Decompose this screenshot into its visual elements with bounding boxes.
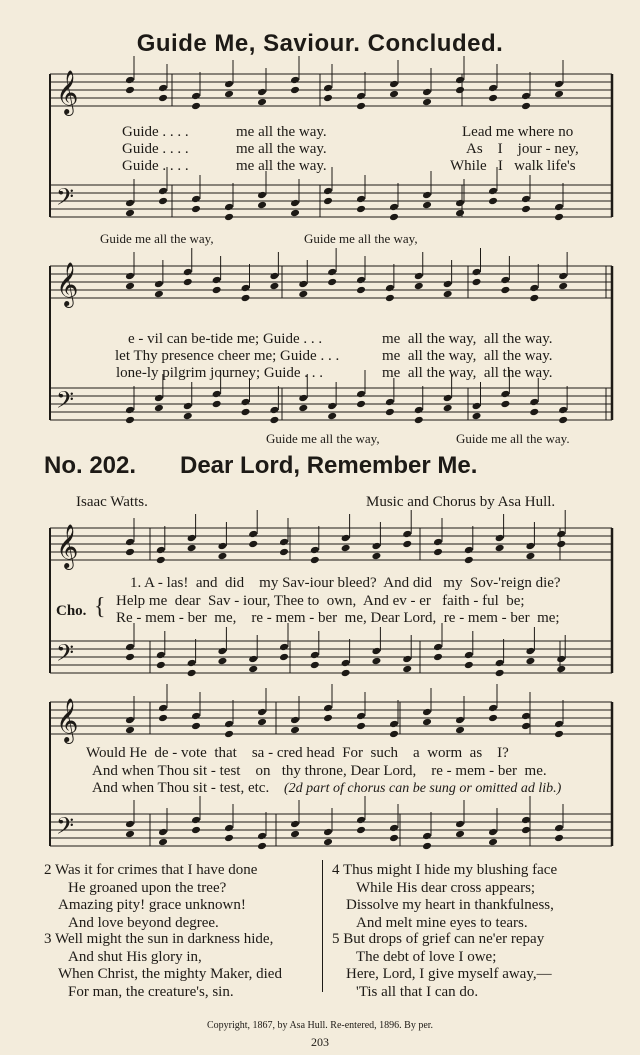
note-head [257, 832, 267, 841]
note-head [290, 209, 300, 218]
note-head [356, 390, 366, 399]
note-head [158, 84, 168, 93]
treble-clef: 𝄞 [56, 70, 79, 114]
note-head [495, 659, 505, 668]
note-head [125, 726, 135, 735]
note-head [279, 643, 289, 652]
lyric-line: e - vil can be-tide me; Guide . . . [128, 331, 323, 347]
note-head [298, 290, 308, 299]
note-head [125, 76, 135, 85]
note-head [422, 88, 432, 97]
note-head [125, 643, 135, 652]
note-head [495, 534, 505, 543]
note-head [154, 280, 164, 289]
note-head [443, 290, 453, 299]
page-number: 203 [311, 1035, 329, 1049]
note-head [323, 197, 333, 206]
note-head [257, 88, 267, 97]
note-head [414, 282, 424, 291]
note-head [327, 412, 337, 421]
note-head [443, 280, 453, 289]
note-head [290, 716, 300, 725]
note-head [217, 542, 227, 551]
note-head [433, 643, 443, 652]
bass-lyric: Guide me all the way. [456, 431, 570, 446]
lyric-line: And when Thou sit - test on thy throne, Dear Lord, re - mem - ber me. [92, 763, 547, 779]
note-head [156, 546, 166, 555]
note-head [241, 284, 251, 293]
note-head [323, 94, 333, 103]
note-head [488, 838, 498, 847]
note-head [125, 272, 135, 281]
note-head [525, 657, 535, 666]
note-head [191, 712, 201, 721]
note-head [323, 838, 333, 847]
note-head [279, 548, 289, 557]
stanza-3: 3 Well might the sun in darkness hide, And shut His glory in, When Christ, the mighty Maker, died For man, the creature's, sin. [44, 931, 282, 1000]
note-head [125, 548, 135, 557]
copyright: Copyright, 1867, by Asa Hull. Re-entered, 1896. By per. [206, 1020, 434, 1031]
note-head [356, 195, 366, 204]
note-head [433, 653, 443, 662]
note-head [212, 400, 222, 409]
note-head [279, 538, 289, 547]
note-head [554, 720, 564, 729]
note-head [529, 294, 539, 303]
note-head [371, 542, 381, 551]
note-head [125, 199, 135, 208]
note-head [224, 720, 234, 729]
stanza-4: 4 Thus might I hide my blushing face While His dear cross appears; Dissolve my heart in thankfulness, And melt mine eyes to tears. [332, 862, 558, 931]
note-head [558, 416, 568, 425]
note-head [455, 820, 465, 829]
bass-clef: 𝄢 [56, 812, 75, 845]
note-head [241, 398, 251, 407]
note-head [224, 90, 234, 99]
note-head [298, 280, 308, 289]
note-head [433, 538, 443, 547]
bass-clef: 𝄢 [56, 386, 75, 419]
note-head [554, 834, 564, 843]
note-head [422, 708, 432, 717]
note-head [488, 828, 498, 837]
bass-lyric: Guide me all the way, [100, 231, 214, 246]
note-head [217, 657, 227, 666]
note-head [327, 402, 337, 411]
note-head [212, 276, 222, 285]
lyric-line: 1. A - las! and did my Sav-iour bleed? And did my Sov-'reign die? [130, 575, 561, 591]
note-head [269, 406, 279, 415]
note-head [558, 282, 568, 291]
note-head [257, 842, 267, 851]
note-head [525, 647, 535, 656]
note-head [495, 544, 505, 553]
note-head [455, 726, 465, 735]
note-head [455, 716, 465, 725]
note-head [455, 830, 465, 839]
note-head [402, 655, 412, 664]
note-head [521, 195, 531, 204]
note-head [187, 669, 197, 678]
note-head [488, 197, 498, 206]
note-head [154, 404, 164, 413]
note-head [191, 92, 201, 101]
note-head [191, 816, 201, 825]
note-head [310, 651, 320, 660]
note-head [269, 282, 279, 291]
lyric-line: me all the way, all the way. [382, 365, 553, 381]
note-head [298, 394, 308, 403]
note-head [290, 199, 300, 208]
note-head [156, 651, 166, 660]
lyric-line: me all the way. [236, 124, 327, 140]
note-head [125, 86, 135, 95]
note-head [341, 534, 351, 543]
note-head [385, 294, 395, 303]
lyric-line: Guide . . . . [122, 124, 189, 140]
note-head [389, 213, 399, 222]
note-head [191, 195, 201, 204]
note-head [125, 830, 135, 839]
note-head [257, 191, 267, 200]
note-head [521, 102, 531, 111]
lyric-line: Guide . . . . [122, 158, 189, 174]
note-head [217, 552, 227, 561]
note-head [154, 290, 164, 299]
note-head [356, 102, 366, 111]
lyric-line: Help me dear Sav - iour, Thee to own, And ev - er faith - ful be; [116, 593, 525, 609]
note-head [224, 824, 234, 833]
note-head [525, 552, 535, 561]
column-divider [322, 860, 323, 992]
note-head [310, 556, 320, 565]
note-head [323, 84, 333, 93]
note-head [558, 272, 568, 281]
lyric-line: let Thy presence cheer me; Guide . . . [115, 348, 340, 364]
note-head [389, 80, 399, 89]
note-head [125, 209, 135, 218]
note-head [529, 408, 539, 417]
hymn-title: Dear Lord, Remember Me. [180, 452, 478, 479]
note-head [290, 726, 300, 735]
note-head [558, 406, 568, 415]
note-head [224, 203, 234, 212]
note-head [385, 408, 395, 417]
note-head [183, 412, 193, 421]
note-head [248, 655, 258, 664]
note-head [472, 402, 482, 411]
note-head [414, 272, 424, 281]
note-head [488, 704, 498, 713]
note-head [488, 94, 498, 103]
lyric-line: me all the way, all the way. [382, 348, 553, 364]
note-head [187, 544, 197, 553]
note-head [154, 394, 164, 403]
note-head [554, 203, 564, 212]
note-head [495, 669, 505, 678]
note-head [327, 268, 337, 277]
note-head [125, 653, 135, 662]
bass-clef: 𝄢 [56, 183, 75, 216]
lyric-line: While I walk life's [450, 158, 576, 174]
note-head [125, 416, 135, 425]
note-head [248, 665, 258, 674]
note-head [298, 404, 308, 413]
note-head [521, 826, 531, 835]
note-head [525, 542, 535, 551]
chorus-brace: { [94, 594, 106, 620]
lyric-line: lone-ly pilgrim journey; Guide . . . [116, 365, 324, 381]
note-head [472, 412, 482, 421]
author: Isaac Watts. [76, 494, 148, 510]
note-head [554, 824, 564, 833]
note-head [554, 213, 564, 222]
note-head [341, 544, 351, 553]
note-head [488, 84, 498, 93]
note-head [290, 830, 300, 839]
note-head [389, 90, 399, 99]
note-head [556, 665, 566, 674]
note-head [422, 842, 432, 851]
hymn-number: No. 202. [44, 452, 137, 479]
note-head [402, 540, 412, 549]
note-head [389, 203, 399, 212]
note-head [472, 278, 482, 287]
note-head [183, 268, 193, 277]
bass-lyric: Guide me all the way, [266, 431, 380, 446]
note-head [443, 404, 453, 413]
note-head [389, 824, 399, 833]
note-head [290, 86, 300, 95]
note-head [158, 187, 168, 196]
note-head [323, 828, 333, 837]
note-head [156, 661, 166, 670]
note-head [500, 400, 510, 409]
note-head [521, 722, 531, 731]
note-head [158, 704, 168, 713]
note-head [224, 80, 234, 89]
note-head [529, 284, 539, 293]
note-head [521, 712, 531, 721]
note-head [356, 276, 366, 285]
note-head [241, 408, 251, 417]
composer: Music and Chorus by Asa Hull. [366, 494, 556, 510]
note-head [422, 98, 432, 107]
note-head [323, 187, 333, 196]
performance-note: (2d part of chorus can be sung or omitted ad lib.) [284, 781, 562, 796]
lyric-line: As I jour - ney, [466, 141, 579, 157]
note-head [389, 834, 399, 843]
note-head [158, 838, 168, 847]
note-head [385, 284, 395, 293]
note-head [414, 406, 424, 415]
note-head [125, 406, 135, 415]
page-title: Guide Me, Saviour. Concluded. [136, 30, 504, 57]
note-head [241, 294, 251, 303]
note-head [500, 286, 510, 295]
lyric-line: And when Thou sit - test, etc. [92, 780, 270, 796]
note-head [422, 718, 432, 727]
note-head [125, 716, 135, 725]
note-head [269, 416, 279, 425]
note-head [402, 530, 412, 539]
note-head [521, 816, 531, 825]
note-head [389, 730, 399, 739]
note-head [464, 661, 474, 670]
note-head [183, 278, 193, 287]
bass-clef: 𝄢 [56, 639, 75, 672]
note-head [191, 205, 201, 214]
note-head [422, 201, 432, 210]
note-head [156, 556, 166, 565]
lyric-line: me all the way, all the way. [382, 331, 553, 347]
note-head [371, 552, 381, 561]
note-head [385, 398, 395, 407]
note-head [356, 826, 366, 835]
note-head [464, 546, 474, 555]
lyric-line: Would He de - vote that sa - cred head For such a worm as I? [86, 745, 509, 761]
note-head [327, 278, 337, 287]
note-head [257, 201, 267, 210]
note-head [554, 80, 564, 89]
note-head [224, 730, 234, 739]
note-head [217, 647, 227, 656]
note-head [310, 546, 320, 555]
note-head [371, 657, 381, 666]
note-head [125, 282, 135, 291]
note-head [248, 540, 258, 549]
note-head [183, 402, 193, 411]
note-head [187, 659, 197, 668]
lyric-line: me all the way. [236, 141, 327, 157]
note-head [257, 98, 267, 107]
note-head [341, 659, 351, 668]
note-head [433, 548, 443, 557]
treble-clef: 𝄞 [56, 698, 79, 742]
note-head [472, 268, 482, 277]
note-head [402, 665, 412, 674]
note-head [356, 205, 366, 214]
bass-lyric: Guide me all the way, [304, 231, 418, 246]
note-head [248, 530, 258, 539]
note-head [414, 416, 424, 425]
note-head [356, 400, 366, 409]
note-head [212, 390, 222, 399]
note-head [191, 722, 201, 731]
note-head [158, 714, 168, 723]
chorus-label: Cho. [56, 603, 87, 619]
lyric-line: Re - mem - ber me, re - mem - ber me, Dear Lord, re - mem - ber me; [116, 610, 560, 626]
note-head [323, 704, 333, 713]
note-head [257, 708, 267, 717]
note-head [488, 187, 498, 196]
note-head [529, 398, 539, 407]
note-head [191, 826, 201, 835]
lyric-line: Lead me where no [462, 124, 574, 140]
note-head [554, 730, 564, 739]
note-head [464, 651, 474, 660]
note-head [371, 647, 381, 656]
note-head [443, 394, 453, 403]
note-head [341, 669, 351, 678]
note-head [422, 191, 432, 200]
treble-clef: 𝄞 [56, 262, 79, 306]
note-head [455, 209, 465, 218]
note-head [290, 76, 300, 85]
note-head [455, 86, 465, 95]
note-head [310, 661, 320, 670]
note-head [125, 820, 135, 829]
note-head [158, 94, 168, 103]
note-head [556, 540, 566, 549]
note-head [224, 213, 234, 222]
note-head [269, 272, 279, 281]
lyric-line: me all the way. [236, 158, 327, 174]
note-head [500, 276, 510, 285]
note-head [187, 534, 197, 543]
note-head [212, 286, 222, 295]
lyric-line: Guide . . . . [122, 141, 189, 157]
stanza-5: 5 But drops of grief can ne'er repay The debt of love I owe; Here, Lord, I give myself away,— 'Tis all that I can do. [332, 931, 552, 1000]
note-head [356, 816, 366, 825]
note-head [389, 720, 399, 729]
note-head [521, 205, 531, 214]
note-head [356, 722, 366, 731]
note-head [422, 832, 432, 841]
note-head [356, 286, 366, 295]
note-head [224, 834, 234, 843]
note-head [464, 556, 474, 565]
note-head [323, 714, 333, 723]
note-head [158, 197, 168, 206]
note-head [521, 92, 531, 101]
note-head [356, 712, 366, 721]
note-head [257, 718, 267, 727]
note-head [191, 102, 201, 111]
note-head [356, 92, 366, 101]
note-head [556, 655, 566, 664]
note-head [556, 530, 566, 539]
note-head [125, 538, 135, 547]
note-head [500, 390, 510, 399]
note-head [488, 714, 498, 723]
note-head [279, 653, 289, 662]
treble-clef: 𝄞 [56, 524, 79, 568]
stanza-2: 2 Was it for crimes that I have done He groaned upon the tree? Amazing pity! grace unknown! And love beyond degree. [44, 862, 258, 931]
note-head [455, 76, 465, 85]
note-head [554, 90, 564, 99]
note-head [158, 828, 168, 837]
note-head [290, 820, 300, 829]
note-head [455, 199, 465, 208]
